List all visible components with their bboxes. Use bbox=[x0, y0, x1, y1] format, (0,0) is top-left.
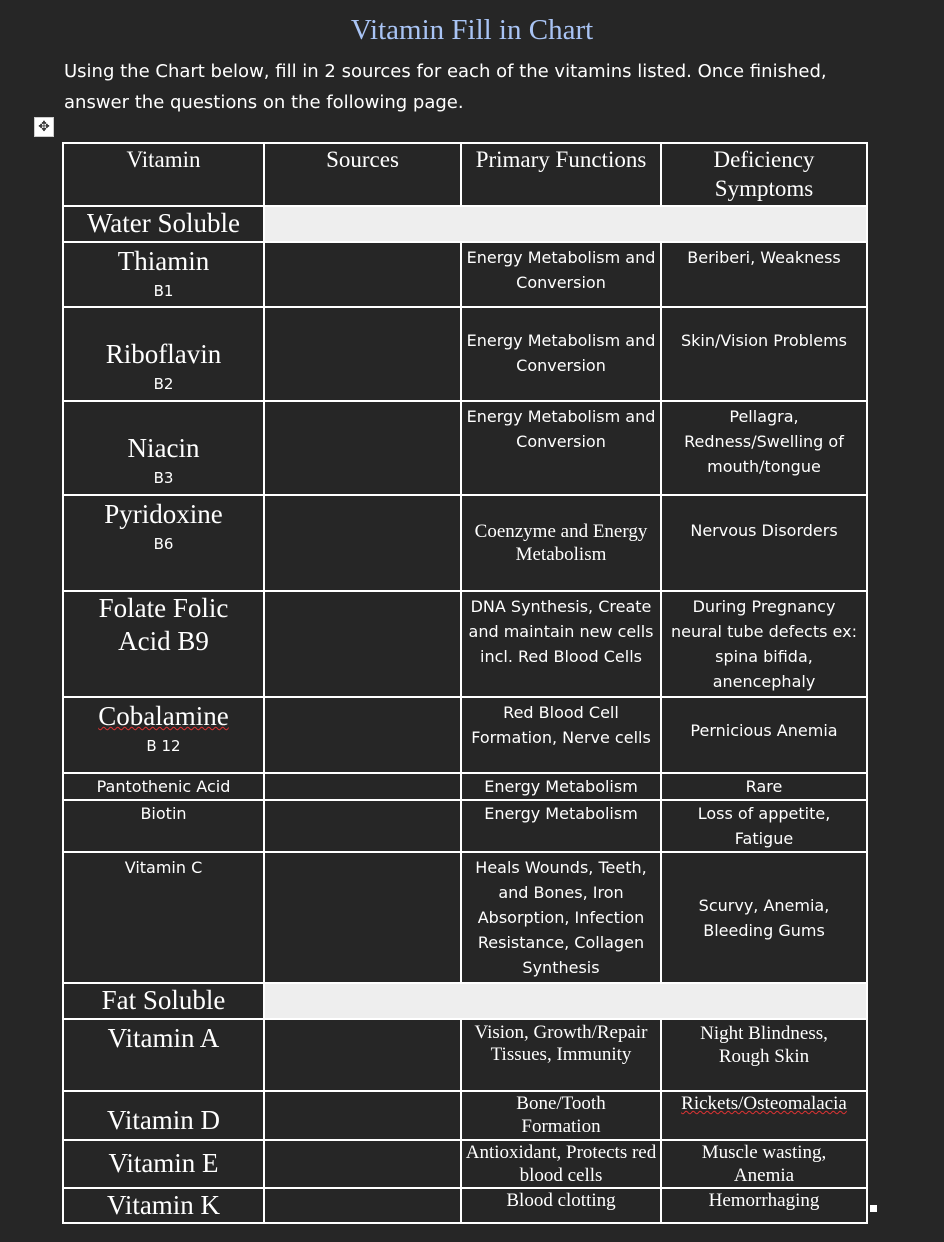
vitamin-name: Biotin bbox=[63, 800, 264, 852]
vitamin-name: Cobalamine bbox=[98, 701, 229, 731]
functions-cell: Vision, Growth/Repair Tissues, Immunity bbox=[461, 1019, 661, 1091]
functions-cell: Coenzyme and Energy Metabolism bbox=[461, 495, 661, 591]
table-row bbox=[63, 852, 867, 983]
deficiency-cell: Night Blindness, Rough Skin bbox=[661, 1019, 867, 1091]
vitamin-code: B1 bbox=[153, 282, 174, 300]
sources-cell[interactable] bbox=[264, 495, 461, 591]
functions-cell: Bone/Tooth Formation bbox=[461, 1091, 661, 1140]
sources-cell[interactable] bbox=[264, 852, 461, 983]
section-water-soluble: Water Soluble bbox=[63, 206, 264, 242]
deficiency-cell: Beriberi, Weakness bbox=[661, 242, 867, 307]
deficiency-cell: Skin/Vision Problems bbox=[661, 307, 867, 401]
table-row bbox=[63, 773, 867, 800]
vitamin-code: B2 bbox=[153, 375, 174, 393]
functions-cell: Energy Metabolism and Conversion bbox=[461, 401, 661, 495]
section-fill-fat bbox=[264, 983, 867, 1019]
table-row bbox=[63, 495, 867, 591]
functions-cell: Energy Metabolism and Conversion bbox=[461, 307, 661, 401]
sources-cell[interactable] bbox=[264, 242, 461, 307]
functions-cell: Blood clotting bbox=[461, 1188, 661, 1223]
vitamin-table bbox=[62, 142, 868, 1224]
table-row bbox=[63, 242, 867, 307]
sources-cell[interactable] bbox=[264, 800, 461, 852]
vitamin-name: Niacin bbox=[127, 433, 200, 463]
functions-cell: Energy Metabolism bbox=[461, 773, 661, 800]
vitamin-name: Vitamin E bbox=[63, 1140, 264, 1188]
sources-cell[interactable] bbox=[264, 1091, 461, 1140]
table-row bbox=[63, 1188, 867, 1223]
vitamin-name: Vitamin C bbox=[63, 852, 264, 983]
deficiency-cell: Scurvy, Anemia, Bleeding Gums bbox=[661, 852, 867, 983]
vitamin-cell bbox=[63, 697, 264, 773]
deficiency-cell: Nervous Disorders bbox=[661, 495, 867, 591]
table-row bbox=[63, 307, 867, 401]
functions-cell: Antioxidant, Protects red blood cells bbox=[461, 1140, 661, 1188]
table-row bbox=[63, 1091, 867, 1140]
deficiency-cell: Hemorrhaging bbox=[661, 1188, 867, 1223]
header-vitamin: Vitamin bbox=[63, 143, 264, 206]
vitamin-code: B6 bbox=[153, 535, 174, 553]
deficiency-cell: Loss of appetite, Fatigue bbox=[661, 800, 867, 852]
functions-cell: Red Blood Cell Formation, Nerve cells bbox=[461, 697, 661, 773]
section-fat-soluble: Fat Soluble bbox=[63, 983, 264, 1019]
table-move-handle-icon[interactable]: ✥ bbox=[34, 117, 54, 137]
sources-cell[interactable] bbox=[264, 773, 461, 800]
sources-cell[interactable] bbox=[264, 307, 461, 401]
table-row bbox=[63, 1140, 867, 1188]
table-row bbox=[63, 800, 867, 852]
sources-cell[interactable] bbox=[264, 1140, 461, 1188]
table-row bbox=[63, 1019, 867, 1091]
section-row-water bbox=[63, 206, 867, 242]
section-fill-water bbox=[264, 206, 867, 242]
deficiency-cell: Pernicious Anemia bbox=[661, 697, 867, 773]
vitamin-name: Vitamin K bbox=[63, 1188, 264, 1223]
section-row-fat bbox=[63, 983, 867, 1019]
header-sources: Sources bbox=[264, 143, 461, 206]
deficiency-cell: Rickets/Osteomalacia bbox=[661, 1091, 867, 1140]
deficiency-cell: During Pregnancy neural tube defects ex: spina bifida, anencephaly bbox=[661, 591, 867, 697]
vitamin-cell bbox=[63, 242, 264, 307]
instructions-text: Using the Chart below, fill in 2 sources for each of the vitamins listed. Once finished, answer the questions on the following page. bbox=[64, 61, 827, 113]
functions-cell: Energy Metabolism bbox=[461, 800, 661, 852]
vitamin-name: Vitamin D bbox=[63, 1091, 264, 1140]
vitamin-name: Folate Folic Acid B9 bbox=[63, 591, 264, 697]
sources-cell[interactable] bbox=[264, 591, 461, 697]
table-row bbox=[63, 401, 867, 495]
vitamin-code: B 12 bbox=[146, 737, 181, 755]
sources-cell[interactable] bbox=[264, 697, 461, 773]
document-title: Vitamin Fill in Chart bbox=[350, 14, 594, 46]
sources-cell[interactable] bbox=[264, 1188, 461, 1223]
vitamin-cell bbox=[63, 401, 264, 495]
sources-cell[interactable] bbox=[264, 401, 461, 495]
vitamin-code: B3 bbox=[153, 469, 174, 487]
header-functions: Primary Functions bbox=[461, 143, 661, 206]
header-deficiency: Deficiency Symptoms bbox=[661, 143, 867, 206]
vitamin-cell bbox=[63, 495, 264, 591]
vitamin-name: Vitamin A bbox=[63, 1019, 264, 1091]
vitamin-name: Pantothenic Acid bbox=[63, 773, 264, 800]
table-row bbox=[63, 591, 867, 697]
functions-cell: Heals Wounds, Teeth, and Bones, Iron Absorption, Infection Resistance, Collagen Synthesis bbox=[461, 852, 661, 983]
deficiency-cell: Muscle wasting, Anemia bbox=[661, 1140, 867, 1188]
sources-cell[interactable] bbox=[264, 1019, 461, 1091]
functions-cell: Energy Metabolism and Conversion bbox=[461, 242, 661, 307]
vitamin-name: Pyridoxine bbox=[104, 499, 223, 529]
table-resize-handle[interactable] bbox=[870, 1205, 877, 1212]
vitamin-name: Thiamin bbox=[117, 246, 210, 276]
vitamin-cell bbox=[63, 307, 264, 401]
vitamin-name: Riboflavin bbox=[105, 339, 222, 369]
functions-cell: DNA Synthesis, Create and maintain new cells incl. Red Blood Cells bbox=[461, 591, 661, 697]
header-row bbox=[63, 143, 867, 206]
deficiency-cell: Rare bbox=[661, 773, 867, 800]
table-row bbox=[63, 697, 867, 773]
deficiency-cell: Pellagra, Redness/Swelling of mouth/tongue bbox=[661, 401, 867, 495]
